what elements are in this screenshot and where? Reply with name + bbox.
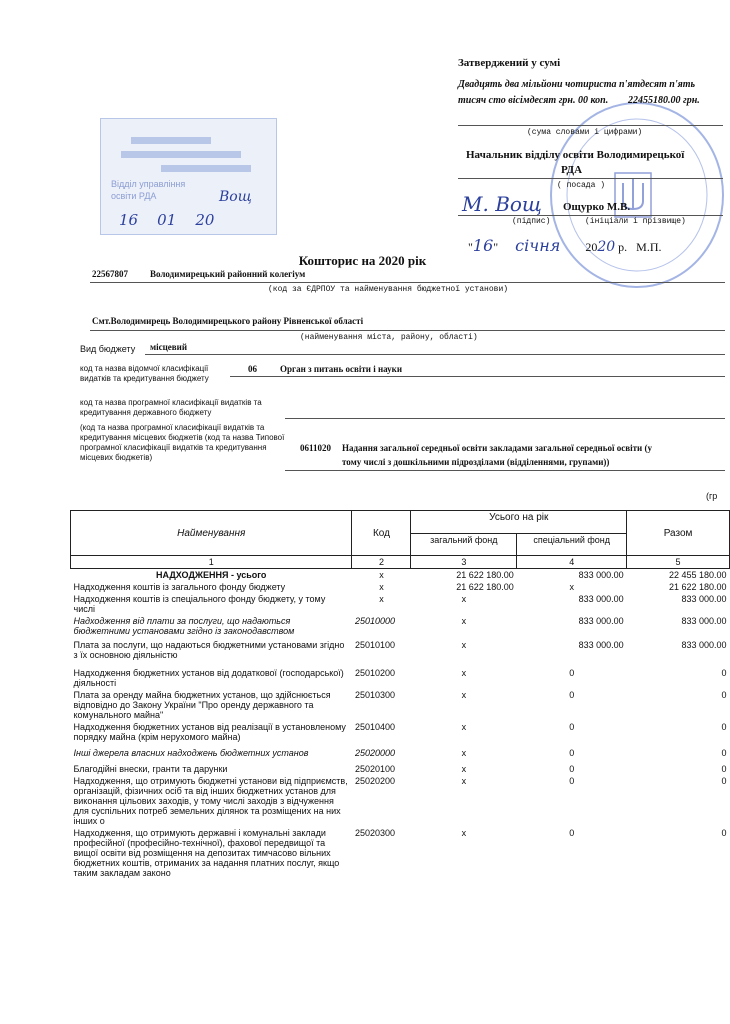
dept-code-label-1: код та назва відомчої класифікації	[80, 364, 209, 373]
unit-label: (гр	[706, 491, 718, 501]
table-row	[71, 569, 730, 582]
table-row	[71, 827, 730, 879]
local-code-label-3: програмної класифікації видатків та кредитування	[80, 443, 267, 452]
col-number-2: 2	[352, 556, 411, 569]
row-code: 25010000	[354, 616, 396, 626]
row-special-fund: 0	[569, 690, 575, 700]
row-name: Надходження від плати за послуги, що надаються бюджетними установами згідно із законодавством	[73, 616, 295, 636]
signature-caption: (підпис)	[512, 217, 551, 226]
table-row	[71, 775, 730, 827]
row-name: Надходження бюджетних установ від додаткової (господарської) діяльності	[73, 668, 344, 688]
row-special-fund: х	[569, 582, 574, 592]
row-general-fund: 21 622 180.00	[456, 582, 514, 592]
table-row	[71, 689, 730, 721]
header-name: Найменування	[71, 511, 352, 556]
row-code: 25010100	[354, 640, 396, 650]
date-day: 16	[472, 236, 494, 255]
header-general-fund: загальний фонд	[411, 534, 517, 556]
row-total: 22 455 180.00	[668, 570, 727, 580]
amount-caption: (сума словами і цифрами)	[527, 128, 643, 137]
edrpou-code: 22567807	[92, 269, 128, 279]
row-general-fund: х	[461, 776, 467, 786]
program-code-label-1: код та назва програмної класифікації видатків та	[80, 398, 262, 407]
row-total: 21 622 180.00	[668, 582, 727, 592]
row-total: 833 000.00	[681, 594, 727, 604]
row-code: 25020200	[354, 776, 396, 786]
row-name: Благодійні внески, гранти та дарунки	[73, 764, 228, 774]
row-total: 0	[721, 764, 727, 774]
dept-code: 06	[248, 364, 257, 374]
row-total: 0	[721, 722, 727, 732]
registration-stamp	[100, 118, 277, 235]
row-general-fund: х	[461, 668, 467, 678]
row-general-fund: х	[461, 690, 467, 700]
col-number-3: 3	[411, 556, 517, 569]
row-general-fund: х	[461, 640, 467, 650]
row-special-fund: 0	[569, 748, 575, 758]
local-code: 0611020	[300, 443, 332, 453]
row-total: 0	[721, 690, 727, 700]
locality: Смт.Володимирець Володимирецького району Рівненської області	[92, 316, 364, 326]
row-name: НАДХОДЖЕННЯ - усього	[156, 570, 267, 580]
row-total: 0	[721, 748, 727, 758]
row-general-fund: х	[461, 722, 467, 732]
local-name-2: тому числі з дошкільними підрозділами (відділеннями, групами))	[342, 457, 610, 467]
row-code: х	[379, 570, 384, 580]
date-row: "16" січня 2020 р. М.П.	[468, 236, 662, 255]
row-special-fund: 0	[569, 722, 575, 732]
row-name: Надходження коштів із загального фонду бюджету	[73, 582, 286, 592]
row-total: 0	[721, 668, 727, 678]
row-code: 25020000	[354, 748, 396, 758]
local-code-label-2: кредитування місцевих бюджетів (код та назва Типової	[80, 433, 285, 442]
head-position-1: Начальник відділу освіти Володимирецької	[466, 149, 685, 161]
col-number-1: 1	[71, 556, 352, 569]
budget-type-value: місцевий	[150, 342, 188, 352]
edrpou-caption: (код за ЄДРПОУ та найменування бюджетної установи)	[268, 285, 509, 294]
row-special-fund: 833 000.00	[578, 594, 624, 604]
date-month: січня	[515, 236, 561, 255]
row-general-fund: х	[461, 748, 467, 758]
table-row	[71, 615, 730, 639]
initials-caption: (ініціали і прізвище)	[585, 217, 686, 226]
estimate-table	[70, 510, 730, 879]
row-name: Плата за послуги, що надаються бюджетними установами згідно з їх основною діяльністю	[73, 640, 345, 660]
row-special-fund: 833 000.00	[578, 640, 624, 650]
amount-words-1: Двадцять два мільйони чотириста п'ятдесят п'ять	[458, 79, 696, 90]
date-suffix: р.	[618, 240, 628, 254]
program-code-label-2: кредитування державного бюджету	[80, 408, 212, 417]
header-total-year: Усього на рік	[411, 511, 627, 534]
row-general-fund: х	[461, 594, 467, 604]
table-row	[71, 593, 730, 615]
budget-type-label: Вид бюджету	[80, 344, 136, 354]
amount-digits: 22455180.00 грн.	[628, 95, 700, 106]
row-special-fund: 833 000.00	[578, 616, 624, 626]
row-code: 25020300	[354, 828, 396, 838]
row-special-fund: 833 000.00	[578, 570, 624, 580]
stamp-signature: Вощ	[219, 189, 252, 205]
header-special-fund: спеціальний фонд	[517, 534, 627, 556]
table-row	[71, 581, 730, 593]
mp-label: М.П.	[636, 240, 662, 254]
local-name-1: Надання загальної середньої освіти закладами загальної середньої освіти (у	[342, 443, 652, 453]
stamp-date: 16 01 20	[119, 211, 215, 229]
stamp-text-2: освіти РДА	[111, 191, 157, 201]
row-general-fund: х	[461, 828, 467, 838]
dept-name: Орган з питань освіти і науки	[280, 364, 403, 374]
stamp-text-1: Відділ управління	[111, 179, 186, 189]
locality-caption: (найменування міста, району, області)	[300, 333, 478, 342]
col-number-5: 5	[627, 556, 730, 569]
row-special-fund: 0	[569, 764, 575, 774]
row-code: 25010400	[354, 722, 396, 732]
local-code-label-4: місцевих бюджетів)	[80, 453, 153, 462]
header-sum: Разом	[627, 511, 730, 556]
date-year-prefix: 20	[585, 240, 598, 254]
date-year-suffix: 20	[597, 239, 616, 255]
row-total: 833 000.00	[681, 616, 727, 626]
row-general-fund: х	[461, 764, 467, 774]
table-row	[71, 639, 730, 667]
page-title: Кошторис на 2020 рік	[298, 253, 427, 268]
row-name: Надходження, що отримують державні і комунальні заклади професійної (професійно-технічної), фахової передвищої та вищої освіти від розміщення на депозитах тимчасово вільних бюджетних коштів, отриманих за надання платних послуг, якщо таким закладам законо	[73, 828, 340, 878]
row-special-fund: 0	[569, 776, 575, 786]
institution-name: Володимирецький районний колегіум	[150, 269, 306, 279]
row-name: Надходження коштів із спеціального фонду бюджету, у тому числі	[73, 594, 326, 614]
row-total: 0	[721, 828, 727, 838]
row-name: Надходження бюджетних установ від реалізації в установленому порядку майна (крім нерухомого майна)	[73, 722, 346, 742]
col-number-4: 4	[517, 556, 627, 569]
head-position-2: РДА	[561, 164, 583, 176]
row-code: 25010300	[354, 690, 396, 700]
row-code: х	[379, 594, 384, 604]
row-total: 833 000.00	[681, 640, 727, 650]
approved-label: Затверджений у сумі	[458, 57, 561, 69]
row-code: 25010200	[354, 668, 396, 678]
row-general-fund: х	[461, 616, 467, 626]
row-general-fund: 21 622 180.00	[456, 570, 514, 580]
local-code-label-1: (код та назва програмної класифікації видатків та	[80, 423, 265, 432]
amount-words-2: тисяч сто вісімдесят грн. 00 коп.	[458, 95, 609, 106]
row-code: х	[379, 582, 384, 592]
row-name: Інші джерела власних надходжень бюджетних установ	[73, 748, 309, 758]
table-row	[71, 747, 730, 763]
handwritten-signature: М. Вощ	[462, 192, 542, 216]
position-caption: ( посада )	[557, 181, 606, 190]
row-name: Надходження, що отримують бюджетні установи від підприємств, організацій, фізичних осіб та від інших бюджетних установ для виконання цільових заходів, у тому числі заходів з відчуження для суспільних потреб земельних ділянок та розміщених на них інших о	[73, 776, 348, 826]
row-special-fund: 0	[569, 828, 575, 838]
row-total: 0	[721, 776, 727, 786]
table-row	[71, 667, 730, 689]
table-row	[71, 721, 730, 747]
signer-name: Ощурко М.В.	[563, 201, 631, 213]
row-special-fund: 0	[569, 668, 575, 678]
header-code: Код	[352, 511, 411, 556]
dept-code-label-2: видатків та кредитування бюджету	[80, 374, 209, 383]
table-row	[71, 763, 730, 775]
row-code: 25020100	[354, 764, 396, 774]
row-name: Плата за оренду майна бюджетних установ, що здійснюється відповідно до Закону України "Про оренду державного та комунального майна"	[73, 690, 331, 720]
